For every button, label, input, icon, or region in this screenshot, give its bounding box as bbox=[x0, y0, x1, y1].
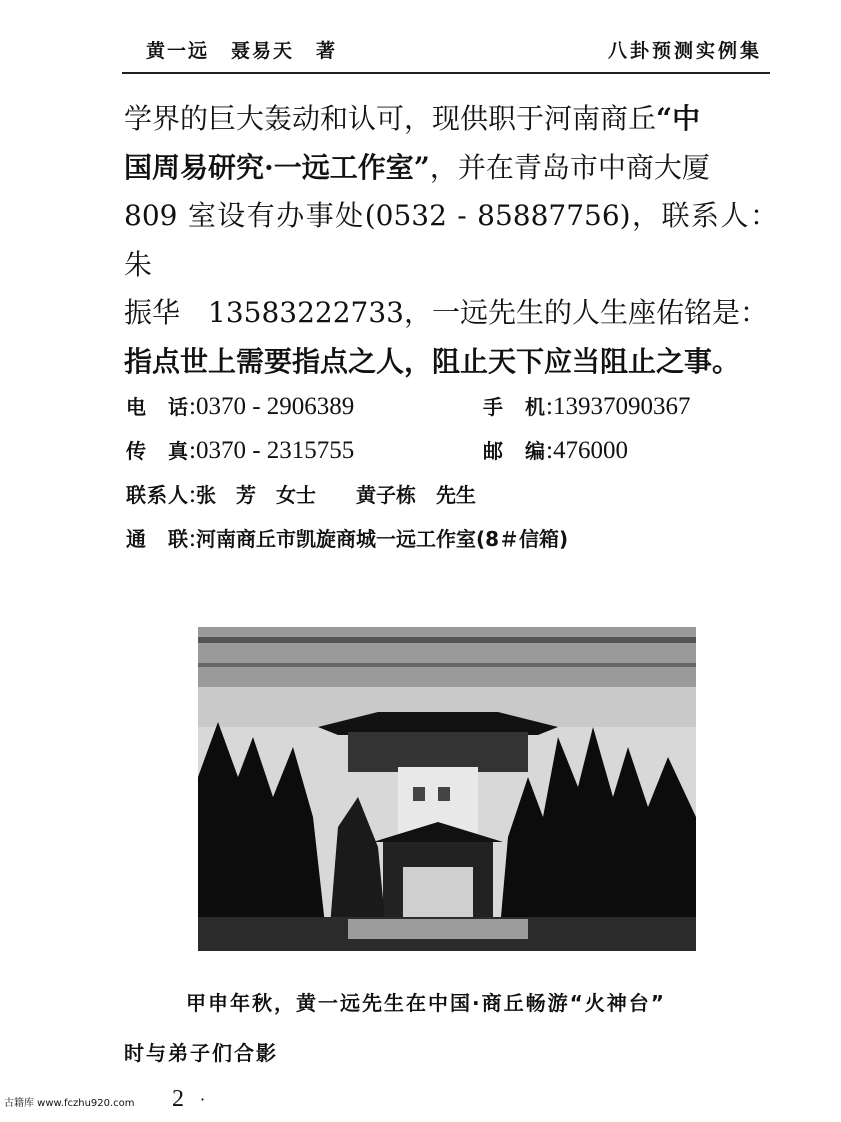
photo-illustration bbox=[198, 627, 696, 951]
fax-value: 0370 - 2315755 bbox=[195, 437, 355, 464]
para-line-1a: 学界的巨大轰动和认可，现供职于河南商丘 bbox=[124, 102, 657, 135]
zip-value: 476000 bbox=[552, 437, 628, 464]
contact-row-address: 通 联:河南商丘市凯旋商城一远工作室(8＃信箱) bbox=[126, 525, 569, 552]
header-authors bbox=[146, 36, 359, 63]
author-role: 著 bbox=[316, 40, 338, 62]
mobile-label: 手 机 bbox=[483, 395, 546, 419]
fax-label: 传 真 bbox=[126, 439, 189, 463]
caption-line-2: 时与弟子们合影 bbox=[124, 1041, 278, 1065]
author-name-1: 黄一远 bbox=[146, 40, 210, 62]
contact-row-fax: 传 真:0370 - 2315755 邮 编:476000 bbox=[126, 437, 628, 464]
caption-line-1: 甲申年秋，黄一远先生在中国·商丘畅游“火神台” bbox=[186, 991, 666, 1015]
para-line-2b: ，并在青岛市中商大厦 bbox=[429, 150, 710, 184]
contact-row-person: 联系人:张 芳 女士 黄子栋 先生 bbox=[126, 481, 476, 508]
contact-label: 联系人 bbox=[126, 483, 189, 507]
book-title: 八卦预测实例集 bbox=[607, 40, 762, 62]
para-line-5: 指点世上需要指点之人，阻止天下应当阻止之事。 bbox=[124, 344, 741, 378]
running-header bbox=[122, 30, 770, 70]
contact-value: 张 芳 女士 黄子栋 先生 bbox=[195, 483, 476, 507]
contact-block bbox=[126, 385, 786, 561]
mobile-value: 13937090367 bbox=[552, 393, 691, 420]
address-value: 河南商丘市凯旋商城一远工作室(8＃信箱) bbox=[195, 527, 569, 551]
watermark-text: 古籍库 www.fczhu920.com bbox=[4, 1098, 135, 1109]
phone-value: 0370 - 2906389 bbox=[195, 393, 355, 420]
header-rule bbox=[122, 72, 770, 74]
para-line-1b: “中 bbox=[656, 102, 701, 135]
zip-label: 邮 编 bbox=[483, 439, 546, 463]
para-line-3: 809 室设有办事处(0532 - 85887756)，联系人：朱 bbox=[124, 199, 778, 281]
photo-caption bbox=[124, 978, 784, 1078]
para-line-2a: 国周易研究·一远工作室” bbox=[124, 150, 430, 184]
body-paragraph bbox=[124, 95, 778, 386]
contact-row-phone: 电 话:0370 - 2906389 手 机:13937090367 bbox=[126, 393, 691, 420]
group-photo bbox=[198, 627, 696, 951]
address-label: 通 联 bbox=[126, 527, 189, 551]
page-dot: · bbox=[200, 1090, 206, 1109]
page-number: 2 bbox=[172, 1086, 184, 1112]
para-line-4: 振华 13583222733，一远先生的人生座佑铭是： bbox=[124, 296, 768, 329]
phone-label: 电 话 bbox=[126, 395, 189, 419]
author-name-2: 聂易天 bbox=[231, 40, 295, 62]
